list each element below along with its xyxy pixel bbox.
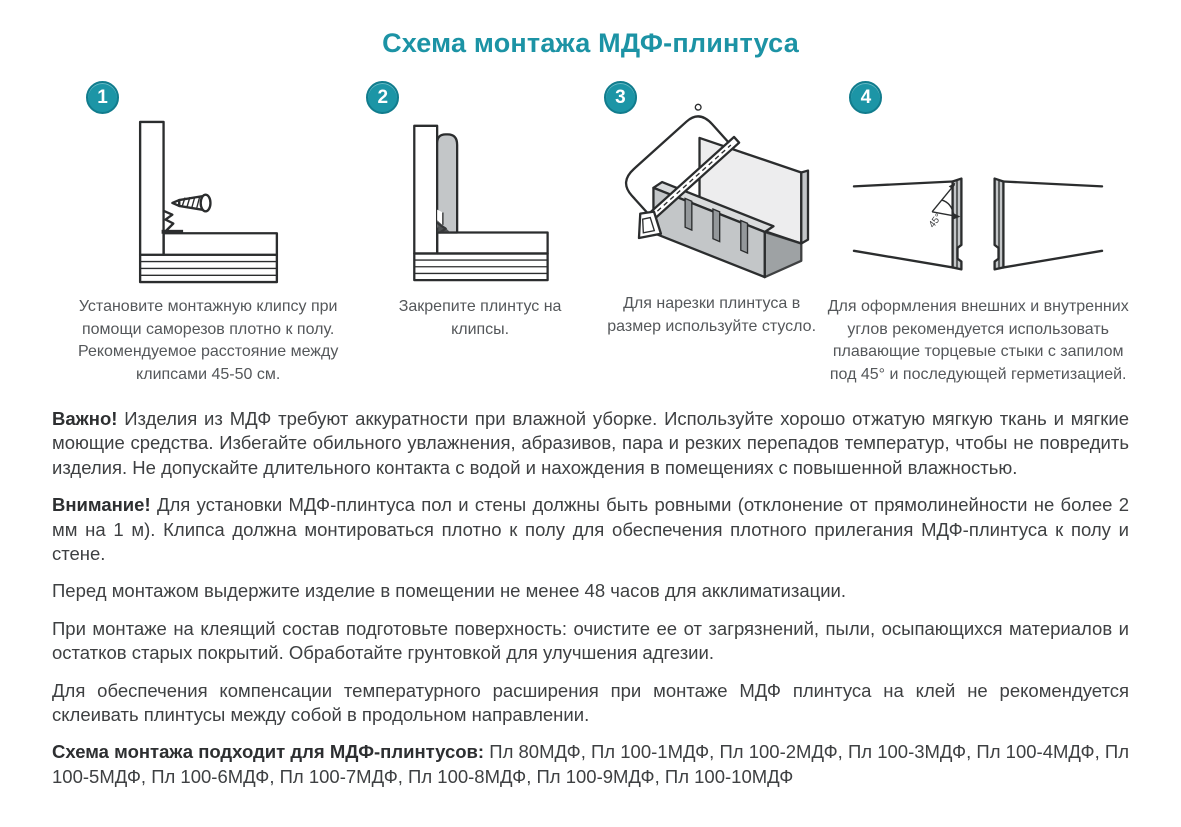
page-title: Схема монтажа МДФ-плинтуса bbox=[382, 28, 799, 58]
paragraph-attention-text: Для установки МДФ-плинтуса пол и стены должны быть ровными (отклонение от прямолинейности не более 2 мм на 1 м). Клипса должна монтироваться плотно к полу для обеспечения плотного прилегания МДФ-плинтуса к полу и стене. bbox=[52, 494, 1129, 564]
step-2-number-badge: 2 bbox=[366, 81, 399, 114]
step-3-caption: Для нарезки плинтуса в размер используйте стусло. bbox=[607, 295, 817, 335]
plinth-on-clip-diagram-icon bbox=[364, 116, 596, 288]
step-2-caption: Закрепите плинтус на клипсы. bbox=[398, 298, 562, 338]
step-1-caption: Установите монтажную клипсу при помощи саморезов плотно к полу. Рекомендуемое расстояние между клипсами 45-50 см. bbox=[77, 298, 339, 384]
steps-row bbox=[52, 81, 1129, 387]
paragraph-attention bbox=[52, 493, 1129, 566]
paragraph-expansion: Для обеспечения компенсации температурного расширения при монтаже МДФ плинтуса на клей не рекомендуется склеивать плинтусы между собой в продольном направлении. bbox=[52, 679, 1129, 725]
paragraph-attention-lead: Внимание! bbox=[52, 494, 151, 516]
paragraph-glue-surface: При монтаже на клеящий состав подготовьте поверхность: очистите ее от загрязнений, пыли, осыпающихся материалов и остатков старых покрытий. Обработайте грунтовкой для улучшения адгезии. bbox=[52, 617, 1129, 664]
hacksaw-miter-box-diagram-icon bbox=[596, 81, 828, 287]
step-4-number-badge: 4 bbox=[849, 81, 882, 114]
paragraph-models-lead: Схема монтажа подходит для МДФ-плинтусов: bbox=[52, 741, 485, 763]
step-2 bbox=[364, 81, 596, 341]
body-text bbox=[52, 407, 1129, 789]
angle-annotation: 45° bbox=[926, 211, 945, 231]
paragraph-models-list: Пл 80МДФ, Пл 100-1МДФ, Пл 100-2МДФ, Пл 100-3МДФ, Пл 100-4МДФ, Пл 100-5МДФ, Пл 100-6МДФ, Пл 100-7МДФ, Пл 100-8МДФ, Пл 100-9МДФ, Пл 100-10МДФ bbox=[52, 741, 1129, 787]
step-1 bbox=[52, 81, 364, 387]
paragraph-compatible-models bbox=[52, 740, 1129, 789]
paragraph-important bbox=[52, 407, 1129, 480]
step-4-caption: Для оформления внешних и внутренних углов рекомендуется использовать плавающие торцевые стыки с запилом под 45° и последующей герметизацией. bbox=[827, 298, 1129, 384]
step-3-number-badge: 3 bbox=[604, 81, 637, 114]
paragraph-important-text: Изделия из МДФ требуют аккуратности при влажной уборке. Используйте хорошо отжатую мягкую ткань и мягкие моющие средства. Избегайте обильного увлажнения, абразивов, пара и резких перепадов температур, чтобы не повредить изделия. Не допускайте длительного контакта с водой и нахождения в помещениях с повышенной влажностью. bbox=[52, 407, 1129, 478]
paragraph-acclimatization: Перед монтажом выдержите изделие в помещении не менее 48 часов для акклиматизации. bbox=[52, 580, 847, 602]
step-3 bbox=[596, 81, 828, 338]
wall-clip-screw-diagram-icon bbox=[52, 116, 364, 288]
step-4 bbox=[827, 81, 1129, 387]
corner-joint-diagram-icon bbox=[827, 116, 1129, 288]
step-1-number-badge: 1 bbox=[86, 81, 119, 114]
paragraph-important-lead: Важно! bbox=[52, 407, 118, 429]
